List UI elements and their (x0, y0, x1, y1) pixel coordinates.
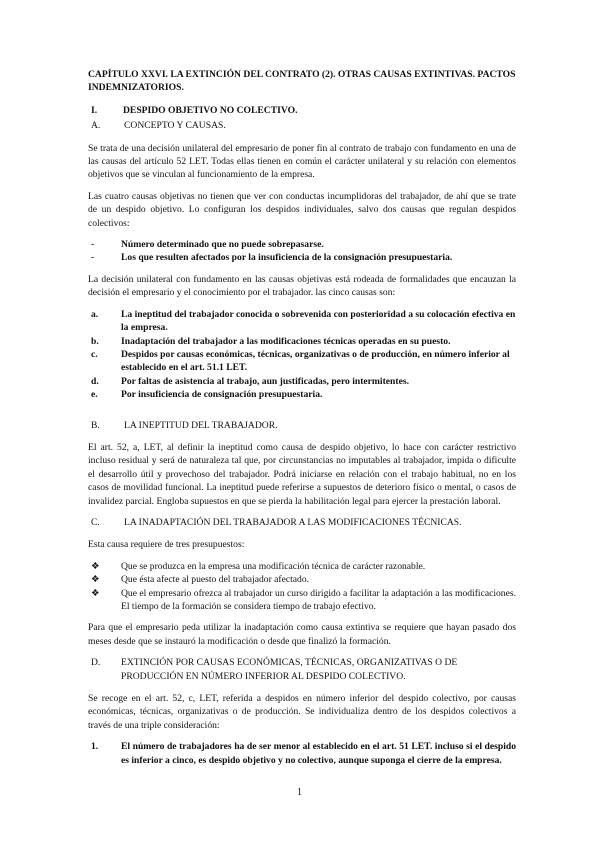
diamond-bullet-icon: ❖ (91, 560, 100, 572)
number-marker: 1. (91, 741, 99, 753)
list-item (88, 335, 516, 348)
section-heading-i (88, 104, 516, 117)
list-item (88, 238, 516, 251)
causes-list (88, 308, 516, 402)
paragraph-7: Se recoge en el art. 52, c, LET, referida a despidos en número inferior del despido colectivo, por causas económicas, técnicas, organizativas o de producción. Se individualiza dentro de los despidos colectivos a través de una triple consideración: (88, 693, 516, 731)
paragraph-6: Para que el empresario peda utilizar la inadaptación como causa extintiva se requiere que hayan pasado dos meses desde que se instauró la modificación o desde que finalizó la formación. (88, 622, 516, 647)
list-item-text: Número determinado que no puede sobrepasarse. (121, 239, 324, 251)
list-item-text: Inadaptación del trabajador a las modificaciones técnicas operadas en su puesto. (121, 335, 451, 347)
list-item-text: Los que resulten afectados por la insuficiencia de la consignación presupuestaria. (121, 252, 453, 264)
paragraph-2: Las cuatro causas objetivas no tienen que ver con conductas incumplidoras del trabajador, de ahí que se trate de un despido objetivo. Lo configuran los despidos individuales, salvo dos causas que regulan despidos colectivos: (88, 190, 516, 229)
considerations-list (88, 740, 516, 767)
list-item (88, 388, 516, 401)
list-item (88, 560, 516, 573)
page-content (88, 68, 516, 775)
subheading-d (88, 656, 516, 683)
list-item-text: Que el empresario ofrezca al trabajador un curso dirigido a facilitar la adaptación a las modificaciones. El tiempo de la formación se considera tiempo de trabajo efectivo. (121, 587, 516, 612)
letter-marker: c. (91, 348, 98, 360)
page-number: 1 (297, 787, 302, 798)
dash-marker: - (91, 239, 95, 251)
diamond-bullet-icon: ❖ (91, 574, 100, 586)
list-item-text: Por faltas de asistencia al trabajo, aun justificadas, pero intermitentes. (121, 375, 409, 387)
subheading-letter: A. (91, 120, 101, 132)
chapter-title: CAPÍTULO XXVI. LA EXTINCIÓN DEL CONTRATO (2). OTRAS CAUSAS EXTINTIVAS. PACTOS INDEMNIZATORIOS. (88, 69, 516, 94)
subheading-label: EXTINCIÓN POR CAUSAS ECONÓMICAS, TÉCNICAS, ORGANIZATIVAS O DE PRODUCCIÓN EN NÚMERO INFERIOR AL DESPIDO COLECTIVO. (121, 657, 458, 682)
list-item (88, 740, 516, 767)
list-item (88, 251, 516, 264)
subheading-label: LA INEPTITUD DEL TRABAJADOR. (124, 419, 278, 431)
subheading-c (88, 516, 516, 529)
list-item (88, 587, 516, 614)
letter-marker: a. (91, 308, 99, 320)
list-item (88, 375, 516, 388)
subheading-a (88, 119, 516, 132)
letter-marker: d. (91, 375, 99, 387)
list-item-text: Que se produzca en la empresa una modificación técnica de carácter razonable. (121, 560, 426, 572)
dash-marker: - (91, 252, 95, 264)
list-item-text: La ineptitud del trabajador conocida o sobrevenida con posterioridad a su colocación efectiva en la empresa. (121, 308, 516, 334)
requirements-list (88, 560, 516, 614)
list-item-text: Despidos por causas económicas, técnicas, organizativas o de producción, en número inferior al establecido en el art. 51.1 LET. (121, 348, 510, 374)
subheading-letter: B. (91, 419, 100, 431)
section-number: I. (91, 104, 98, 116)
paragraph-4: El art. 52, a, LET, al definir la ineptitud como causa de despido objetivo, lo hace con carácter restrictivo incluso residual y será de naturaleza tal que, por circunstancias no imputables al trabajador, impida o dificulte el desarrollo útil y provechoso del trabajador. Podrá iniciarse en relación con el trabajo habitual, no en los casos de movilidad funcional. La ineptitud puede referirse a supuestos de deterioro físico o mental, o casos de invalidez parcial. Engloba supuestos en que se pierda la habilitación legal para ejercer la prestación laboral. (88, 441, 516, 507)
list-item (88, 573, 516, 586)
paragraph-1: Se trata de una decisión unilateral del empresario de poner fin al contrato de trabajo con fundamento en una de las causas del artículo 52 LET. Todas ellas tienen en común el carácter unilateral y su relación con elementos objetivos que se vinculan al funcionamiento de la empresa. (88, 142, 516, 181)
list-item-text: Por insuficiencia de consignación presupuestaria. (121, 389, 323, 401)
letter-marker: b. (91, 335, 99, 347)
paragraph-3: La decisión unilateral con fundamento en las causas objetivas está rodeada de formalidades que encauzan la decisión el empresario y el conocimiento por el trabajador. las cinco causas son: (88, 273, 516, 299)
letter-marker: e. (91, 389, 98, 401)
paragraph-5: Esta causa requiere de tres presupuestos: (88, 539, 245, 551)
list-item (88, 308, 516, 335)
list-item (88, 348, 516, 375)
section-label: DESPIDO OBJETIVO NO COLECTIVO. (123, 104, 298, 116)
subheading-label: CONCEPTO Y CAUSAS. (124, 120, 226, 132)
list-item-text: Que ésta afecte al puesto del trabajador afectado. (121, 574, 310, 586)
subheading-letter: C. (91, 516, 100, 528)
list-item-text: El número de trabajadores ha de ser menor al establecido en el art. 51 LET. incluso si el despido es inferior a cinco, es despido objetivo y no colectivo, aunque suponga el cierre de la empresa. (121, 741, 516, 766)
subheading-b (88, 419, 516, 432)
subheading-letter: D. (91, 657, 101, 669)
dash-list (88, 238, 516, 265)
subheading-label: LA INADAPTACIÓN DEL TRABAJADOR A LAS MODIFICACIONES TÉCNICAS. (124, 516, 462, 528)
diamond-bullet-icon: ❖ (91, 587, 100, 599)
